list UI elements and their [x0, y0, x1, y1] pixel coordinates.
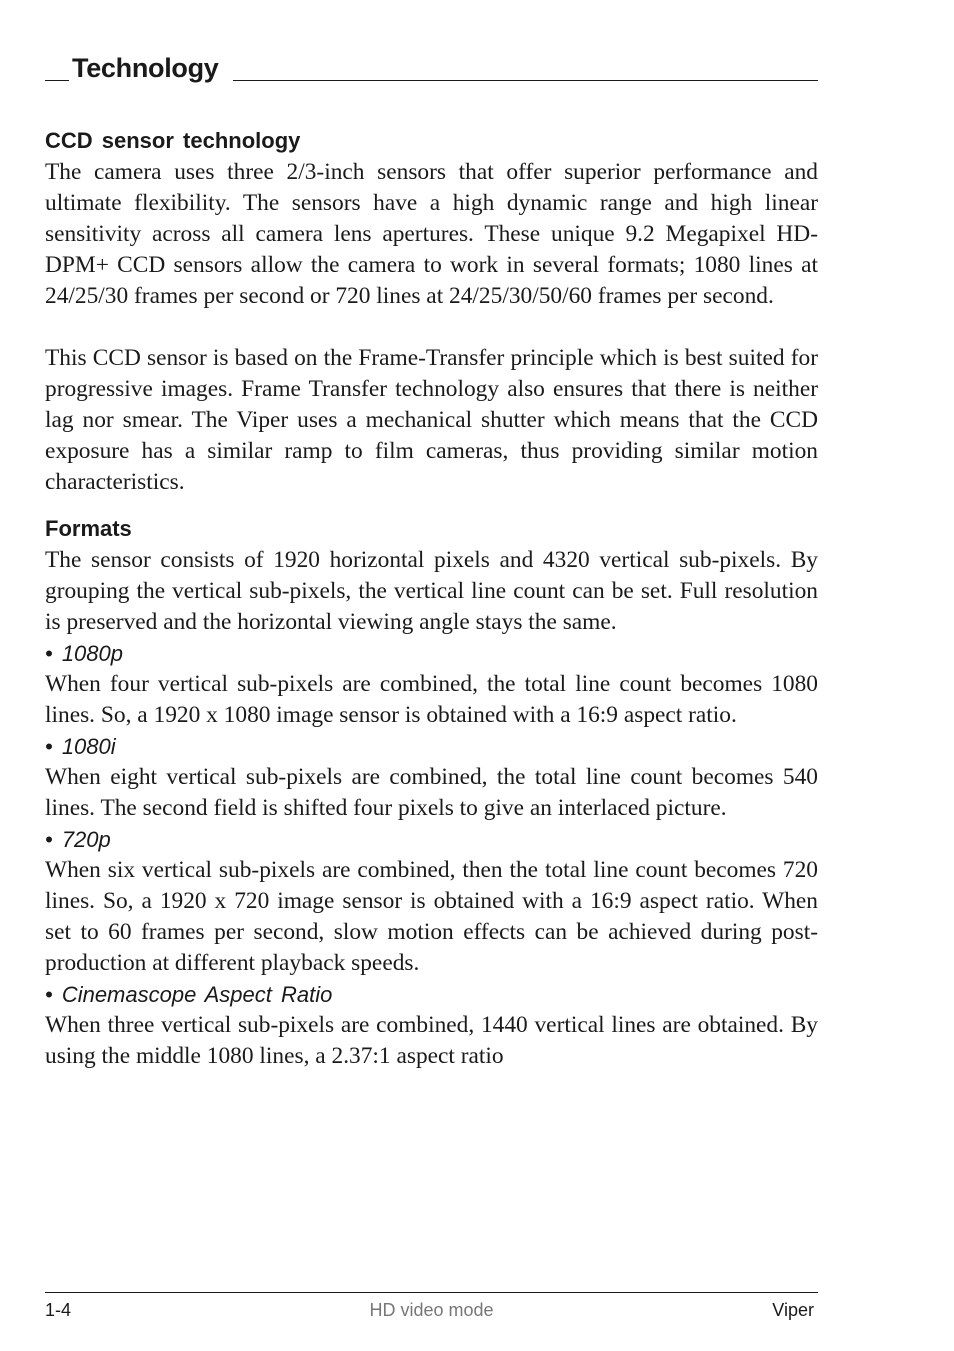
formats-heading: Formats — [45, 516, 132, 541]
page-footer — [45, 1292, 818, 1333]
format-label-720p: • 720p — [45, 827, 111, 852]
page-number: 1-4 — [45, 1300, 72, 1320]
format-text-1080p: When four vertical sub-pixels are combined, the total line count becomes 1080 lines. So, a 1920 x 1080 image sensor is obtained with a 16:9 aspect ratio. — [45, 671, 818, 728]
format-label-1080p: • 1080p — [45, 641, 123, 666]
page-header — [45, 52, 818, 84]
document-page — [45, 0, 818, 1351]
footer-section-title: HD video mode — [369, 1300, 494, 1320]
header-trail-rule — [233, 80, 818, 81]
format-text-720p: When six vertical sub-pixels are combined, then the total line count becomes 720 lines. So, a 1920 x 720 image sensor is obtained with a 16:9 aspect ratio. When set to 60 frames per second, slow motion effects can be achieved during post-production at different playback speeds. — [45, 857, 818, 976]
format-label-1080i: • 1080i — [45, 734, 116, 759]
format-text-cinemascope: When three vertical sub-pixels are combined, 1440 vertical lines are obtained. By using the middle 1080 lines, a 2.37:1 aspect ratio — [45, 1012, 818, 1069]
ccd-paragraph-1: The camera uses three 2/3-inch sensors that offer superior performance and ultimate flexibility. The sensors have a high dynamic range and high linear sensitivity across all camera lens apertures. These unique 9.2 Megapixel HD-DPM+ CCD sensors allow the camera to work in several formats; 1080 lines at 24/25/30 frames per second or 720 lines at 24/25/30/50/60 frames per second. — [45, 159, 818, 309]
footer-product-name: Viper — [772, 1300, 814, 1320]
page-title: Technology — [72, 53, 219, 83]
ccd-paragraph-2: This CCD sensor is based on the Frame-Transfer principle which is best suited for progressive images. Frame Transfer technology also ensures that there is neither lag nor smear. The Viper uses a mechanical shutter which means that the CCD exposure has a similar ramp to film cameras, thus providing similar motion characteristics. — [45, 345, 818, 495]
ccd-heading: CCD sensor technology — [45, 128, 301, 153]
format-text-1080i: When eight vertical sub-pixels are combined, the total line count becomes 540 lines. The second field is shifted four pixels to give an interlaced picture. — [45, 764, 818, 821]
header-lead-rule — [45, 80, 69, 81]
page-content — [45, 125, 818, 1072]
format-label-cinemascope: • Cinemascope Aspect Ratio — [45, 982, 333, 1007]
formats-intro: The sensor consists of 1920 horizontal pixels and 4320 vertical sub-pixels. By grouping the vertical sub-pixels, the vertical line count can be set. Full resolution is preserved and the horizontal viewing angle stays the same. — [45, 547, 818, 635]
